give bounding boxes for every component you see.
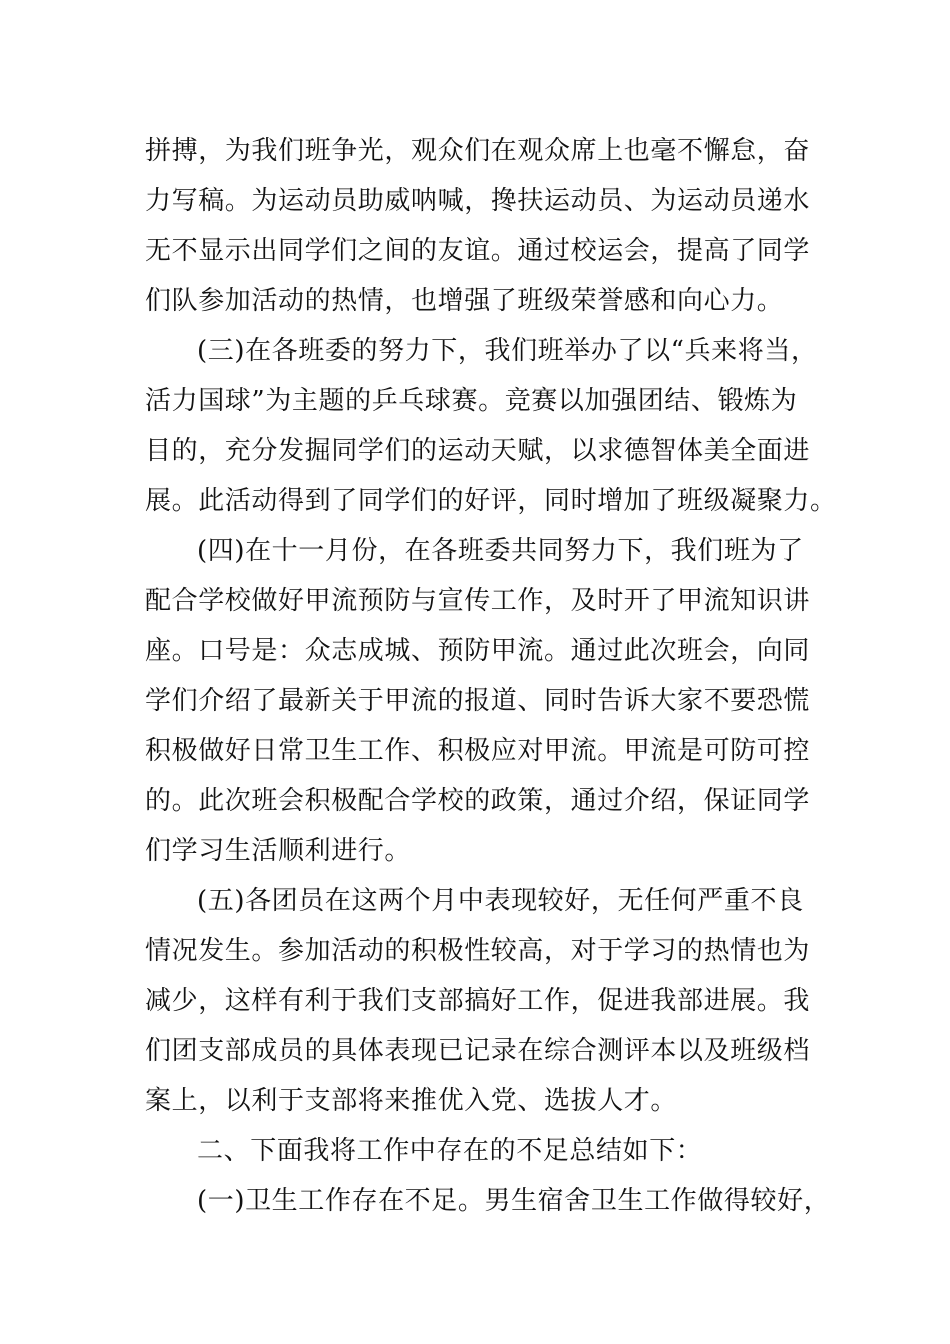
document-body bbox=[145, 126, 835, 1226]
paragraph-line: 活力国球”为主题的乒乓球赛。竞赛以加强团结、锻炼为 bbox=[145, 386, 798, 416]
paragraph-line: 们团支部成员的具体表现已记录在综合测评本以及班级档 bbox=[145, 1036, 811, 1066]
paragraph-line: 们队参加活动的热情，也增强了班级荣誉感和向心力。 bbox=[145, 286, 784, 316]
paragraph-line: 积极做好日常卫生工作、积极应对甲流。甲流是可防可控 bbox=[145, 736, 811, 766]
paragraph-line: 学们介绍了最新关于甲流的报道、同时告诉大家不要恐慌 bbox=[145, 686, 811, 716]
paragraph-line: 展。此活动得到了同学们的好评，同时增加了班级凝聚力。 bbox=[145, 486, 837, 516]
paragraph-line: 力写稿。为运动员助威呐喊，搀扶运动员、为运动员递水 bbox=[145, 186, 811, 216]
paragraph-line: 减少，这样有利于我们支部搞好工作，促进我部进展。我 bbox=[145, 986, 811, 1016]
paragraph-line: 目的，充分发掘同学们的运动天赋，以求德智体美全面进 bbox=[145, 436, 811, 466]
paragraph-line: 的。此次班会积极配合学校的政策，通过介绍，保证同学 bbox=[145, 786, 811, 816]
paragraph-line: (三)在各班委的努力下，我们班举办了以“兵来将当， bbox=[197, 336, 818, 366]
paragraph-line: 座。口号是：众志成城、预防甲流。通过此次班会，向同 bbox=[145, 636, 811, 666]
paragraph-line: 配合学校做好甲流预防与宣传工作，及时开了甲流知识讲 bbox=[145, 586, 811, 616]
paragraph-line: 拼搏，为我们班争光，观众们在观众席上也毫不懈怠，奋 bbox=[145, 136, 811, 166]
paragraph-line: 案上，以利于支部将来推优入党、选拔人才。 bbox=[145, 1086, 678, 1116]
paragraph-line: 无不显示出同学们之间的友谊。通过校运会，提高了同学 bbox=[145, 236, 811, 266]
paragraph-line: (五)各团员在这两个月中表现较好，无任何严重不良 bbox=[197, 886, 804, 916]
section-heading: 二、下面我将工作中存在的不足总结如下： bbox=[197, 1136, 703, 1166]
paragraph-line: 们学习生活顺利进行。 bbox=[145, 836, 412, 866]
paragraph-line: 情况发生。参加活动的积极性较高，对于学习的热情也为 bbox=[145, 936, 811, 966]
paragraph-line: (四)在十一月份，在各班委共同努力下，我们班为了 bbox=[197, 536, 804, 566]
paragraph-line: (一)卫生工作存在不足。男生宿舍卫生工作做得较好， bbox=[197, 1186, 831, 1216]
